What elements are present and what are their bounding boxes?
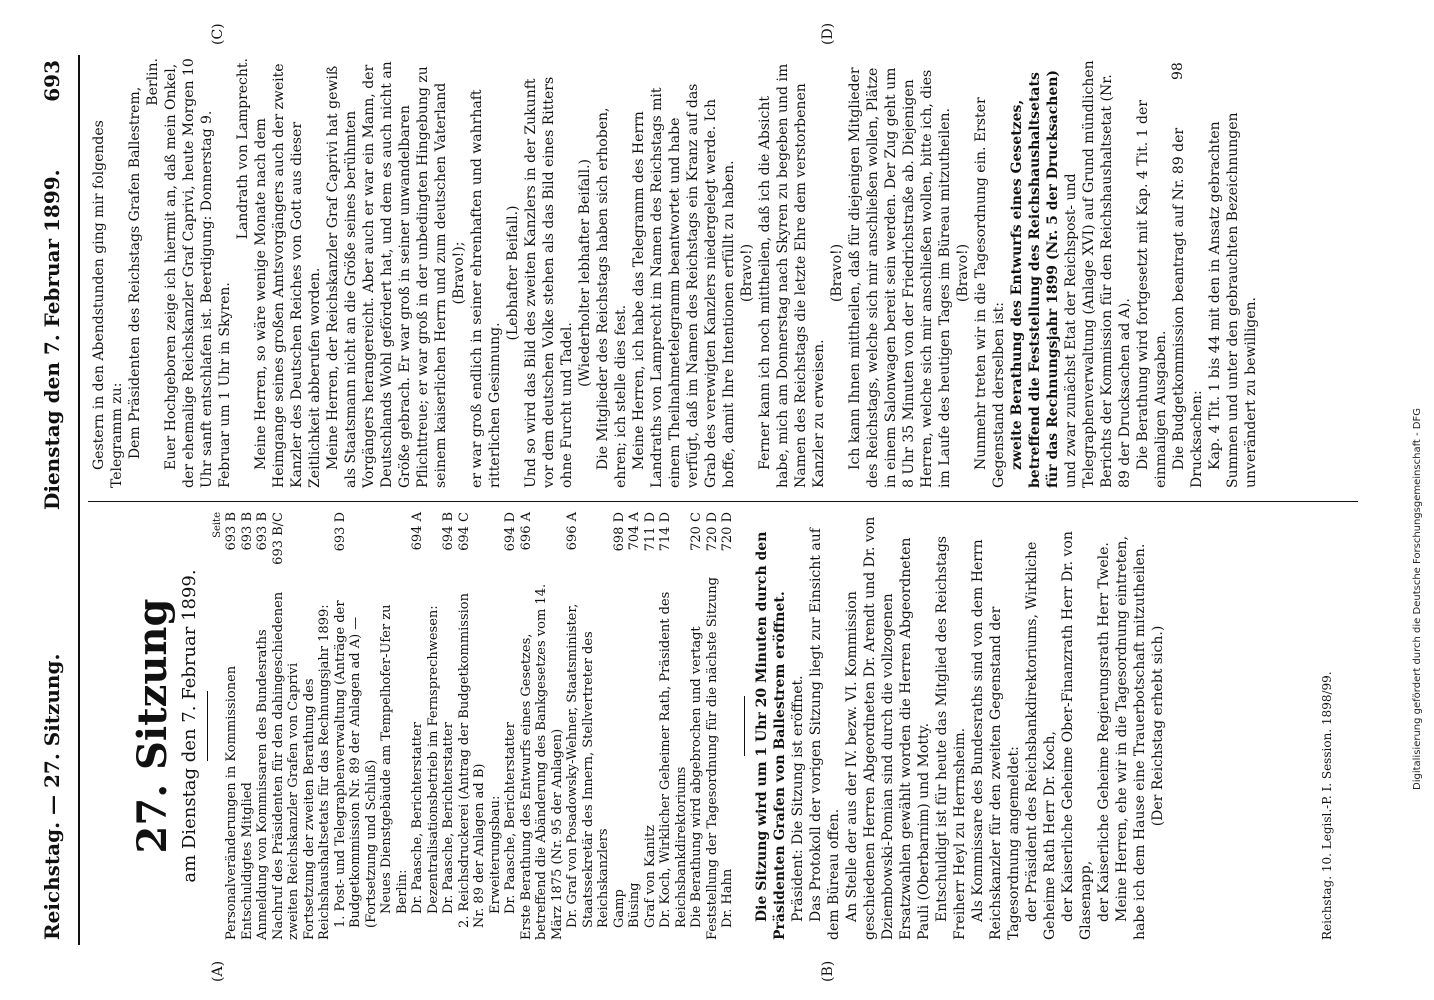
seite-label: Seite xyxy=(212,512,224,538)
left-paragraph: der Präsident des Reichsbankdirektoriums, Wirkliche Geheime Rath Herr Dr. Koch, xyxy=(1023,541,1058,940)
right-paragraph: er war groß endlich in seiner ehrenhaften und wahrhaft ritterlichen Gesinnung. xyxy=(469,89,503,488)
right-paragraph: und zwar zunächst Etat der Reichspost- und Telegraphenverwaltung (Anlage XVI) auf Grund mündlichen Berichts der Kommission für den Reichshaushaltsetat (Nr. 89 der Drucksachen ad A). xyxy=(1063,60,1133,488)
toc-entry-text: Nachruf des Präsidenten für den dahingeschiedenen zweiten Reichskanzler Grafen von Caprivi xyxy=(270,591,302,940)
toc-entry xyxy=(333,512,380,940)
right-paragraph: Kap. 4 Tit. 1 bis 44 mit den in Ansatz gebrachten Summen und unter den gebrauchten Bezeichnungen unverändert zu bewilligen. xyxy=(1207,112,1259,488)
toc-entry xyxy=(441,512,457,940)
running-header xyxy=(40,60,70,940)
sheet-number: 98 xyxy=(1170,62,1186,80)
toc-entry-text: Büsing xyxy=(627,882,643,928)
toc-entry-text: Gamp xyxy=(611,889,627,928)
toc-entry-text: Personalveränderungen in Kommissionen xyxy=(224,665,240,940)
session-subtitle: am Dienstag den 7. Februar 1899. xyxy=(179,569,200,883)
toc-entry-page xyxy=(488,512,504,570)
toc-entry xyxy=(689,512,705,940)
toc-entry xyxy=(612,512,628,940)
toc-entry-page: 698 D xyxy=(611,512,627,552)
toc-entry xyxy=(426,512,442,940)
right-paragraph: (Bravo!) xyxy=(739,243,755,303)
toc-entry xyxy=(457,512,488,940)
column-divider xyxy=(88,501,1358,502)
toc-entry-text: Neues Dienstgebäude am Tempelhofer-Ufer zu Berlin: xyxy=(379,604,410,914)
toc-entry-page xyxy=(426,512,442,570)
footer: Reichstag. 10. Legisl.-P. I. Session. 1898/99. xyxy=(1320,671,1334,940)
toc-entry-text: Dr. Hahn xyxy=(720,868,736,928)
right-paragraph: Die Mitglieder des Reichstags haben sich erhoben, ehren; ich stelle dies fest. xyxy=(595,107,629,488)
toc-entry xyxy=(643,512,659,940)
left-paragraph: der Kaiserliche Geheime Regierungsrath Herr Twele. xyxy=(1095,542,1112,922)
toc-entry-page: 694 D xyxy=(503,512,519,552)
right-paragraph: zweite Berathung des Entwurfs eines Gesetzes, betreffend die Feststellung des Reichshaushaltsetats für das Rechnungsjahr 1899 (Nr. 5 der Drucksachen) xyxy=(1009,69,1061,488)
toc-entry-text: Erweiterungsbau: xyxy=(487,795,503,914)
toc-entry-page: 693 B xyxy=(224,512,240,551)
left-paragraph: Die Sitzung wird um 1 Uhr 20 Minuten durch den Präsidenten Grafen von Ballestrem eröffnet. xyxy=(753,531,788,940)
left-body-text xyxy=(753,512,1167,940)
toc-entry-text: Dezentralisationsbetrieb im Fernsprechwesen: xyxy=(425,605,441,914)
toc-entry-text: Entschuldigtes Mitglied xyxy=(239,782,255,940)
toc-entry-page: 696 A xyxy=(565,512,581,551)
toc-entry-text: Dr. Paasche, Berichterstatter xyxy=(503,722,519,914)
session-title: 27. Sitzung xyxy=(129,598,176,854)
toc-entry xyxy=(410,512,426,940)
toc-entry-page: 694 A xyxy=(410,512,426,551)
toc-entry-page: 714 D xyxy=(658,512,674,552)
right-paragraph: Gestern in den Abendstunden ging mir folgendes Telegramm zu: xyxy=(91,120,125,488)
right-paragraph: Ferner kann ich noch mittheilen, daß ich die Absicht habe, mich am Donnerstag nach Skyren zu begeben und im Namen des Reichstags die letzte Ehre dem verstorbenen Kanzler zu erweisen. xyxy=(757,63,827,488)
margin-marker-c: (C) xyxy=(210,23,226,45)
toc-entry xyxy=(240,512,256,940)
toc-entry-text: Erste Berathung des Entwurfs eines Gesetzes, betreffend die Abänderung des Bankgesetzes vom 14. März 1875 (Nr. 95 der Anlagen) xyxy=(518,583,565,940)
right-paragraph: Dem Präsidenten des Reichstags Grafen Ballestrem, xyxy=(127,86,143,460)
left-paragraph: (Der Reichstag erhebt sich.) xyxy=(1149,625,1166,827)
toc-entry-page: 693 B xyxy=(255,512,271,551)
right-paragraph: Die Budgetkommission beantragt auf Nr. 89 der Drucksachen: xyxy=(1171,127,1205,488)
toc-entry-text: Dr. Graf von Posadowsky-Wehner, Staatsminister, Staatssekretär des Innern, Stellvertreter des Reichskanzlers xyxy=(565,603,612,928)
toc-entry-page: 720 D xyxy=(720,512,736,552)
toc-entry xyxy=(224,512,240,940)
header-left: Reichstag. — 27. Sitzung. xyxy=(40,653,64,940)
toc-entry xyxy=(488,512,504,940)
right-paragraph: Nunmehr treten wir in die Tagesordnung ein. Erster Gegenstand derselben ist: xyxy=(973,97,1007,488)
right-column xyxy=(90,58,1260,488)
right-paragraph: Und so wird das Bild des zweiten Kanzlers in der Zukunft vor dem deutschen Volke stehen als das Bild eines Ritters ohne Furcht und Tadel. xyxy=(523,76,575,488)
toc-rule xyxy=(744,696,745,756)
right-paragraph: (Wiederholter lebhafter Beifall.) xyxy=(577,158,593,388)
right-paragraph: Meine Herren, ich habe das Telegramm des Herrn Landraths von Lamprecht im Namen des Reichstags mit einem Theilnahmetelegramm beantwortet und habe verfügt, daß im Namen des Reichstags ein Kranz auf das Grab des verewigten Kanzlers niedergelegt werde. Ich hoffe, damit Ihre Intentionen erfüllt zu haben. xyxy=(631,83,737,488)
right-paragraph: Landrath von Lamprecht. xyxy=(235,58,251,240)
left-paragraph: Das Protokoll der vorigen Sitzung liegt zur Einsicht auf dem Büreau offen. xyxy=(807,528,842,940)
right-paragraph: Die Berathung wird fortgesetzt mit Kap. 4 Tit. 1 der einmaligen Ausgaben. xyxy=(1135,100,1169,488)
toc-entry-page: 711 D xyxy=(642,512,658,552)
toc-entry-page: 696 A xyxy=(518,512,534,551)
right-paragraph: (Bravo!); xyxy=(451,241,467,305)
toc-entry-text: Fortsetzung der zweiten Berathung des Reichshaushaltsetats für das Rechnungsjahr 1899: xyxy=(301,604,333,940)
toc-entry-page: 720 C xyxy=(689,512,705,551)
toc-entry xyxy=(271,512,302,940)
right-paragraph: Ich kann Ihnen mittheilen, daß für diejenigen Mitglieder des Reichstags, welche sich mir anschließen wollen, Plätze in einem Salonwagen bereit sein werden. Der Zug geht um 8 Uhr 35 Minuten von der Friedrichstraße ab. Diejenigen Herren, welche sich mir anschließen wollen, bitte ich, dies im Laufe des heutigen Tages im Büreau mitzutheilen. xyxy=(847,67,953,488)
toc-entry-page: 693 B/C xyxy=(270,512,286,565)
page-number: 693 xyxy=(40,60,64,102)
toc-entry xyxy=(379,512,410,940)
toc-entry-text: Dr. Paasche, Berichterstatter xyxy=(410,722,426,914)
left-paragraph: Meine Herren, ehe wir in die Tagesordnung eintreten, habe ich dem Hause eine Trauerbotschaft mitzutheilen. xyxy=(1113,535,1148,940)
left-paragraph: Entschuldigt ist für heute das Mitglied des Reichstags Freiherr Heyl zu Herrnsheim. xyxy=(933,536,968,940)
left-paragraph: Als Kommissare des Bundesraths sind von dem Herrn Reichskanzler für den zweiten Gegenstand der Tagesordnung angemeldet: xyxy=(969,539,1022,940)
toc-entry-page: 693 D xyxy=(332,512,348,552)
toc-entry-page xyxy=(302,512,333,570)
right-paragraph: Berlin. xyxy=(145,58,161,106)
toc-entry xyxy=(705,512,721,940)
margin-marker-d: (D) xyxy=(820,22,836,45)
toc-entry-page: 704 A xyxy=(627,512,643,551)
left-column xyxy=(90,512,1167,940)
toc-entry xyxy=(658,512,689,940)
left-paragraph: Präsident: Die Sitzung ist eröffnet. xyxy=(789,675,806,922)
title-rule xyxy=(207,691,208,761)
toc-entry-text: Anmeldung von Kommissaren des Bundesraths xyxy=(255,629,271,940)
toc-entry xyxy=(255,512,271,940)
toc-entry-page xyxy=(379,512,410,570)
left-paragraph: An Stelle der aus der IV. bezw. VI. Kommission geschiedenen Herren Abgeordneten Dr. Arendt und Dr. von Dziembowski-Pomian sind durch die vollzogenen Ersatzwahlen gewählt worden die Herren Abgeordneten Pauli (Oberbarnim) und Motty. xyxy=(843,516,932,940)
margin-marker-a: (A) xyxy=(210,960,226,982)
toc-entry-text: 2. Reichsdruckerei (Antrag der Budgetkommission Nr. 89 der Anlagen ad B) xyxy=(456,593,488,928)
right-paragraph: (Bravo!) xyxy=(829,243,845,303)
toc-entry xyxy=(519,512,566,940)
toc-entry-page: 694 C xyxy=(456,512,472,551)
toc-entry-page: 694 B xyxy=(441,512,457,551)
toc-entry-text: Feststellung der Tagesordnung für die nächste Sitzung xyxy=(704,577,720,940)
toc-entry xyxy=(720,512,736,940)
toc-entry-text: Graf von Kanitz xyxy=(642,824,658,928)
margin-marker-b: (B) xyxy=(820,960,836,982)
right-paragraph: Meine Herren, der Reichskanzler Graf Caprivi hat gewiß als Staatsmann nicht an die Größe seines berühmten Vorgängers herangereicht. Aber auch er war ein Mann, der Deutschlands Wohl gefördert hat, und dem es auch nicht an Größe gebrach. Er war groß in seiner unwandelbaren Pflichttreue; er war groß in der unbedingten Hingebung zu seinem kaiserlichen Herrn und zum deutschen Vaterland xyxy=(325,61,449,488)
right-paragraph: Meine Herren, so wäre wenige Monate nach dem Heimgange seines großen Amtsvorgängers auch der zweite Kanzler des Deutschen Reiches von Gott aus dieser Zeitlichkeit abberufen worden. xyxy=(253,63,323,488)
toc-entry-page: 720 D xyxy=(704,512,720,552)
toc-entry-page: 693 B xyxy=(239,512,255,551)
header-rule xyxy=(78,55,80,945)
toc-entry xyxy=(302,512,333,940)
right-paragraph: (Lebhafter Beifall.) xyxy=(505,205,521,341)
toc-entry-text: Dr. Paasche, Berichterstatter xyxy=(441,722,457,914)
toc-entry-text: 1. Post- und Telegraphenverwaltung (Anträge der Budgetkommission Nr. 89 der Anlagen ad A) — (Fortsetzung und Schluß) xyxy=(332,600,379,928)
right-paragraph: (Bravo!) xyxy=(955,243,971,303)
dfg-note: Digitalisierung gefördert durch die Deutsche Forschungsgemeinschaft - DFG xyxy=(1412,407,1423,790)
toc-entry xyxy=(565,512,612,940)
left-paragraph: der Kaiserliche Geheime Ober-Finanzrath Herr Dr. von Glasenapp, xyxy=(1059,531,1094,940)
toc-entry xyxy=(503,512,519,940)
header-date: Dienstag den 7. Februar 1899. xyxy=(40,169,64,510)
table-of-contents xyxy=(224,512,736,940)
toc-entry-text: Die Berathung wird abgebrochen und vertagt xyxy=(689,626,705,928)
toc-entry xyxy=(627,512,643,940)
toc-entry-text: Dr. Koch, Wirklicher Geheimer Rath, Präsident des Reichsbankdirektoriums xyxy=(658,591,689,928)
right-paragraph: Euer Hochgeboren zeige ich hiermit an, daß mein Onkel, der ehemalige Reichskanzler Graf Caprivi, heute Morgen 10 Uhr sanft entschlafen ist. Beerdigung: Donnerstag 9. Februar um 1 Uhr in Skyren. xyxy=(163,58,233,488)
